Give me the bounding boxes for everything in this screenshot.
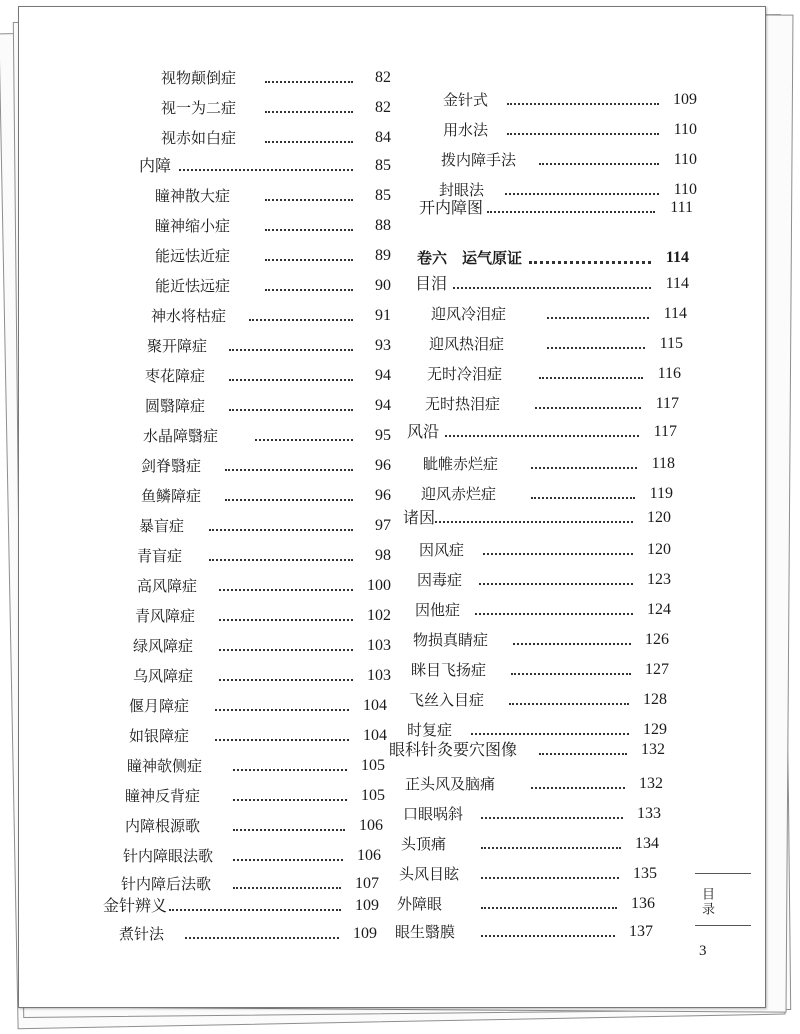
toc-entry <box>409 689 667 711</box>
toc-entry-page: 85 <box>375 157 391 174</box>
toc-dot-leader <box>215 733 349 741</box>
toc-entry <box>125 785 385 807</box>
toc-entry <box>145 395 391 417</box>
toc-entry <box>147 335 391 357</box>
toc-entry-title: 瞳神欹侧症 <box>127 757 203 775</box>
toc-entry <box>415 599 671 621</box>
toc-entry-page: 110 <box>673 181 697 198</box>
toc-dot-leader <box>233 793 347 801</box>
toc-entry <box>161 127 391 149</box>
toc-entry-page: 111 <box>670 199 693 216</box>
toc-entry-page: 106 <box>357 847 381 864</box>
toc-entry-page: 115 <box>659 335 683 352</box>
toc-entry-page: 132 <box>639 775 663 792</box>
toc-entry-title: 水晶障翳症 <box>143 427 219 445</box>
toc-dot-leader <box>229 373 353 381</box>
toc-dot-leader <box>487 205 655 213</box>
toc-dot-leader <box>229 343 353 351</box>
toc-dot-leader <box>531 781 625 789</box>
toc-entry-title: 如银障症 <box>129 727 190 745</box>
toc-dot-leader <box>481 871 619 879</box>
toc-dot-leader <box>509 697 629 705</box>
toc-entry-title: 青风障症 <box>135 607 196 625</box>
toc-entry-page: 110 <box>673 121 697 138</box>
toc-entry <box>407 719 667 741</box>
toc-dot-leader <box>513 637 631 645</box>
toc-entry-title: 头顶痛 <box>401 835 447 853</box>
toc-dot-leader <box>179 163 353 171</box>
toc-entry-page: 89 <box>375 247 391 264</box>
page-number: 3 <box>699 943 707 959</box>
toc-entry-title: 卷六 运气原证 <box>417 249 523 267</box>
toc-entry-title: 针内障眼法歌 <box>123 847 214 865</box>
toc-entry-title: 视赤如白症 <box>161 129 237 147</box>
toc-dot-leader <box>219 613 353 621</box>
toc-entry <box>413 629 669 651</box>
toc-dot-leader <box>507 127 659 135</box>
toc-dot-leader <box>479 577 633 585</box>
toc-entry-page: 82 <box>375 99 391 116</box>
toc-entry-page: 90 <box>375 277 391 294</box>
toc-entry-page: 103 <box>367 667 391 684</box>
toc-dot-leader <box>483 547 633 555</box>
side-tab-rule-top <box>695 873 751 874</box>
toc-entry-title: 能近怯远症 <box>155 277 231 295</box>
toc-entry-page: 135 <box>633 865 657 882</box>
toc-entry-page: 126 <box>645 631 669 648</box>
toc-dot-leader <box>435 515 633 523</box>
toc-dot-leader <box>505 187 659 195</box>
toc-entry-page: 120 <box>647 541 671 558</box>
toc-entry-title: 偃月障症 <box>129 697 190 715</box>
toc-entry-page: 137 <box>629 923 653 940</box>
toc-entry-page: 134 <box>635 835 659 852</box>
toc-entry-title: 针内障后法歌 <box>121 875 212 893</box>
toc-entry <box>103 895 379 917</box>
toc-entry-page: 95 <box>375 427 391 444</box>
toc-entry-title: 神水将枯症 <box>151 307 227 325</box>
toc-entry <box>155 215 391 237</box>
toc-dot-leader <box>185 931 339 939</box>
toc-entry-page: 136 <box>631 895 655 912</box>
side-tab-rule-bottom <box>695 925 751 926</box>
toc-dot-leader <box>265 135 353 143</box>
toc-dot-leader <box>265 75 353 83</box>
toc-entry <box>121 873 379 895</box>
toc-entry-title: 枣花障症 <box>145 367 206 385</box>
toc-dot-leader <box>209 553 353 561</box>
toc-entry <box>399 863 657 885</box>
toc-entry-title: 圆翳障症 <box>145 397 206 415</box>
toc-entry-title: 绿风障症 <box>133 637 194 655</box>
toc-entry-page: 109 <box>353 925 377 942</box>
toc-dot-leader <box>225 493 353 501</box>
toc-entry-page: 124 <box>647 601 671 618</box>
toc-entry <box>141 485 391 507</box>
toc-entry-title: 瞳神缩小症 <box>155 217 231 235</box>
toc-entry-title: 眦帷赤烂症 <box>423 455 499 473</box>
toc-dot-leader <box>265 193 353 201</box>
toc-entry-page: 133 <box>637 805 661 822</box>
toc-entry <box>417 247 689 269</box>
toc-entry-page: 98 <box>375 547 391 564</box>
toc-entry-page: 96 <box>375 487 391 504</box>
toc-dot-leader <box>219 643 353 651</box>
toc-entry <box>143 425 391 447</box>
toc-entry-page: 105 <box>361 787 385 804</box>
toc-dot-leader <box>511 667 631 675</box>
toc-entry-title: 时复症 <box>407 721 453 739</box>
toc-entry-title: 高风障症 <box>137 577 198 595</box>
toc-entry-title: 封眼法 <box>439 181 485 199</box>
toc-entry <box>155 275 391 297</box>
toc-entry-title: 飞丝入目症 <box>409 691 485 709</box>
toc-dot-leader <box>249 313 353 321</box>
toc-entry-title: 因毒症 <box>417 571 463 589</box>
toc-entry <box>137 575 391 597</box>
toc-entry-title: 口眼㖞斜 <box>403 805 464 823</box>
toc-entry-title: 视一为二症 <box>161 99 237 117</box>
toc-entry-title: 物损真睛症 <box>413 631 489 649</box>
toc-entry-page: 97 <box>375 517 391 534</box>
toc-dot-leader <box>265 253 353 261</box>
toc-dot-leader <box>531 491 635 499</box>
toc-entry <box>397 893 655 915</box>
toc-dot-leader <box>539 747 627 755</box>
toc-entry-page: 85 <box>375 187 391 204</box>
toc-dot-leader <box>265 223 353 231</box>
toc-dot-leader <box>209 523 353 531</box>
toc-entry-title: 瞳神散大症 <box>155 187 231 205</box>
toc-entry <box>405 773 663 795</box>
toc-entry-page: 107 <box>355 875 379 892</box>
toc-entry-page: 132 <box>641 741 665 758</box>
toc-entry-page: 117 <box>653 423 677 440</box>
toc-entry-page: 109 <box>355 897 379 914</box>
toc-entry <box>137 545 391 567</box>
toc-entry-page: 94 <box>375 397 391 414</box>
toc-entry <box>425 393 679 415</box>
toc-dot-leader <box>219 673 353 681</box>
toc-entry-page: 114 <box>663 305 687 322</box>
toc-entry-title: 目泪 <box>415 274 448 293</box>
toc-dot-leader <box>255 433 353 441</box>
toc-dot-leader <box>481 811 623 819</box>
toc-entry-page: 117 <box>655 395 679 412</box>
toc-entry-title: 剑脊翳症 <box>141 457 202 475</box>
toc-entry-page: 109 <box>673 91 697 108</box>
toc-entry <box>443 119 697 141</box>
toc-entry-page: 82 <box>375 69 391 86</box>
toc-entry-title: 暴盲症 <box>139 517 185 535</box>
toc-dot-leader <box>233 881 341 889</box>
toc-entry <box>133 665 391 687</box>
toc-dot-leader <box>481 929 615 937</box>
toc-entry <box>161 67 391 89</box>
toc-entry <box>431 303 687 325</box>
toc-entry <box>129 725 387 747</box>
toc-entry <box>145 365 391 387</box>
toc-entry <box>443 89 697 111</box>
toc-entry-title: 金针辨义 <box>103 896 168 915</box>
toc-entry-title: 因风症 <box>419 541 465 559</box>
toc-dot-leader <box>481 841 621 849</box>
toc-entry-title: 用水法 <box>443 121 489 139</box>
toc-entry-page: 116 <box>657 365 681 382</box>
toc-entry <box>427 363 681 385</box>
toc-entry <box>125 815 383 837</box>
toc-dot-leader <box>547 341 645 349</box>
toc-entry-page: 104 <box>363 727 387 744</box>
toc-entry-page: 93 <box>375 337 391 354</box>
toc-entry-title: 无时热泪症 <box>425 395 501 413</box>
toc-entry-title: 迎风赤烂症 <box>421 485 497 503</box>
toc-entry-title: 迎风热泪症 <box>429 335 505 353</box>
toc-entry-page: 110 <box>673 151 697 168</box>
toc-entry <box>417 569 671 591</box>
toc-entry <box>421 483 673 505</box>
toc-dot-leader <box>539 157 659 165</box>
toc-dot-leader <box>539 371 643 379</box>
toc-entry <box>419 539 671 561</box>
toc-entry-page: 91 <box>375 307 391 324</box>
toc-entry <box>155 245 391 267</box>
toc-dot-leader <box>219 583 353 591</box>
toc-entry <box>141 455 391 477</box>
toc-entry-title: 诸因 <box>403 508 436 527</box>
toc-dot-leader <box>233 853 343 861</box>
toc-entry-page: 114 <box>665 249 689 266</box>
toc-entry <box>127 755 385 777</box>
toc-entry-title: 瞳神反背症 <box>125 787 201 805</box>
toc-dot-leader <box>547 311 649 319</box>
toc-entry <box>411 659 669 681</box>
toc-entry <box>401 833 659 855</box>
toc-entry-title: 视物颠倒症 <box>161 69 237 87</box>
toc-entry-title: 眼科针灸要穴图像 <box>389 740 518 759</box>
toc-entry <box>429 333 683 355</box>
toc-entry <box>441 149 697 171</box>
toc-entry <box>135 605 391 627</box>
toc-dot-leader <box>215 703 349 711</box>
toc-dot-leader <box>507 97 659 105</box>
toc-entry-title: 眯目飞扬症 <box>411 661 487 679</box>
toc-dot-leader <box>453 281 651 289</box>
toc-entry <box>119 923 377 945</box>
toc-entry <box>133 635 391 657</box>
toc-entry <box>403 803 661 825</box>
toc-entry-title: 眼生翳膜 <box>395 923 456 941</box>
toc-entry-page: 84 <box>375 129 391 146</box>
toc-entry-title: 内障根源歌 <box>125 817 201 835</box>
toc-entry <box>419 197 693 219</box>
toc-dot-leader <box>445 429 639 437</box>
toc-entry <box>161 97 391 119</box>
toc-entry <box>389 739 665 761</box>
toc-entry-page: 129 <box>643 721 667 738</box>
toc-entry-page: 100 <box>367 577 391 594</box>
toc-entry-page: 88 <box>375 217 391 234</box>
toc-entry-title: 青盲症 <box>137 547 183 565</box>
toc-entry-title: 鱼鳞障症 <box>141 487 202 505</box>
toc-entry-page: 96 <box>375 457 391 474</box>
toc-entry-page: 123 <box>647 571 671 588</box>
toc-entry-page: 120 <box>647 509 671 526</box>
toc-entry-page: 119 <box>649 485 673 502</box>
toc-dot-leader <box>529 255 651 264</box>
toc-entry-page: 118 <box>651 455 675 472</box>
toc-entry-title: 无时冷泪症 <box>427 365 503 383</box>
toc-entry <box>129 695 387 717</box>
toc-dot-leader <box>233 823 345 831</box>
toc-dot-leader <box>233 763 347 771</box>
toc-entry-title: 因他症 <box>415 601 461 619</box>
toc-entry <box>123 845 381 867</box>
toc-entry-page: 106 <box>359 817 383 834</box>
toc-entry <box>155 185 391 207</box>
toc-entry-title: 煮针法 <box>119 925 165 943</box>
toc-entry <box>139 515 391 537</box>
toc-dot-leader <box>225 463 353 471</box>
toc-entry <box>403 507 671 529</box>
toc-dot-leader <box>481 901 617 909</box>
toc-entry-title: 拨内障手法 <box>441 151 517 169</box>
toc-entry-title: 正头风及脑痛 <box>405 775 496 793</box>
toc-entry-title: 迎风冷泪症 <box>431 305 507 323</box>
toc-dot-leader <box>471 727 629 735</box>
toc-entry-page: 127 <box>645 661 669 678</box>
toc-entry-title: 金针式 <box>443 91 489 109</box>
toc-page <box>18 6 766 1008</box>
toc-dot-leader <box>535 401 641 409</box>
toc-entry-page: 102 <box>367 607 391 624</box>
toc-entry <box>407 421 677 443</box>
toc-dot-leader <box>229 403 353 411</box>
toc-dot-leader <box>531 461 637 469</box>
toc-dot-leader <box>475 607 633 615</box>
toc-entry <box>415 273 689 295</box>
toc-entry-title: 开内障图 <box>419 198 484 217</box>
toc-entry <box>395 921 653 943</box>
toc-dot-leader <box>169 903 341 911</box>
toc-entry <box>139 155 391 177</box>
toc-entry-title: 风沿 <box>407 422 440 441</box>
toc-entry-title: 乌风障症 <box>133 667 194 685</box>
toc-entry-page: 105 <box>361 757 385 774</box>
toc-entry-title: 内障 <box>139 156 172 175</box>
toc-dot-leader <box>265 105 353 113</box>
toc-entry-page: 104 <box>363 697 387 714</box>
toc-entry-title: 外障眼 <box>397 895 443 913</box>
toc-entry-title: 能远怯近症 <box>155 247 231 265</box>
toc-entry-page: 114 <box>665 275 689 292</box>
toc-entry-page: 128 <box>643 691 667 708</box>
toc-entry <box>151 305 391 327</box>
toc-entry-title: 聚开障症 <box>147 337 208 355</box>
toc-dot-leader <box>265 283 353 291</box>
toc-entry-page: 103 <box>367 637 391 654</box>
toc-entry-page: 94 <box>375 367 391 384</box>
side-tab-label: 目录 <box>699 887 714 917</box>
toc-entry-title: 头风目眩 <box>399 865 460 883</box>
toc-entry <box>423 453 675 475</box>
